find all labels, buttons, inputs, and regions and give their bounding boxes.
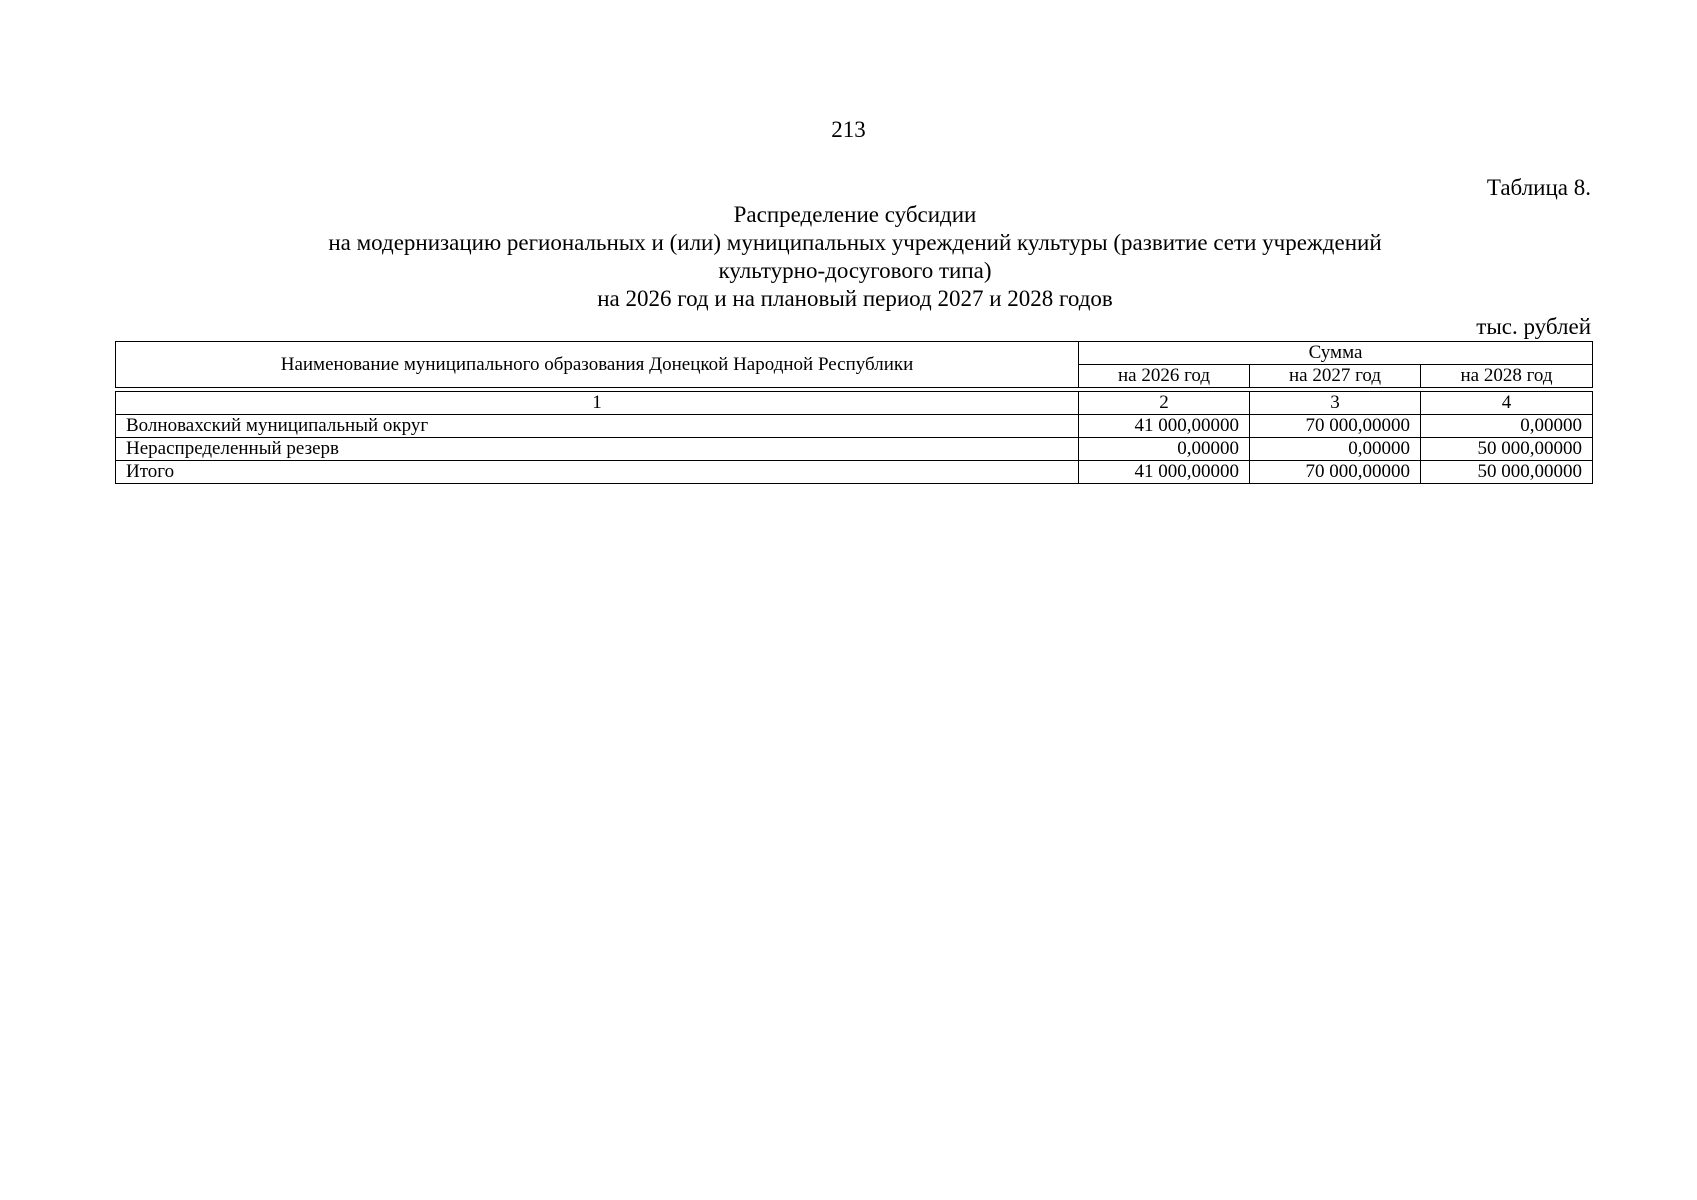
table-header bbox=[115, 341, 1593, 388]
header-year-2028: на 2028 год bbox=[1421, 365, 1593, 388]
title-line-1: Распределение субсидии bbox=[733, 202, 977, 227]
title-line-3: культурно-досугового типа) bbox=[718, 258, 992, 283]
header-sum-group: Сумма bbox=[1079, 342, 1593, 365]
column-number: 3 bbox=[1250, 392, 1421, 415]
units-label: тыс. рублей bbox=[1476, 314, 1591, 339]
page-number: 213 bbox=[831, 117, 866, 142]
row-value-2027: 0,00000 bbox=[1250, 438, 1421, 461]
header-name-column: Наименование муниципального образования Донецкой Народной Республики bbox=[116, 342, 1079, 388]
row-name: Волновахский муниципальный округ bbox=[116, 415, 1079, 438]
title-line-2: на модернизацию региональных и (или) муниципальных учреждений культуры (развитие сети учреждений bbox=[328, 230, 1382, 255]
row-name: Итого bbox=[116, 461, 1079, 484]
row-name: Нераспределенный резерв bbox=[116, 438, 1079, 461]
title-line-4: на 2026 год и на плановый период 2027 и 2028 годов bbox=[597, 286, 1113, 311]
column-number-row bbox=[116, 392, 1593, 415]
column-number: 2 bbox=[1079, 392, 1250, 415]
header-year-2027: на 2027 год bbox=[1250, 365, 1421, 388]
header-year-2026: на 2026 год bbox=[1079, 365, 1250, 388]
row-value-2027: 70 000,00000 bbox=[1250, 461, 1421, 484]
row-value-2028: 50 000,00000 bbox=[1421, 438, 1593, 461]
table-row bbox=[116, 415, 1593, 438]
row-value-2026: 41 000,00000 bbox=[1079, 415, 1250, 438]
row-value-2026: 41 000,00000 bbox=[1079, 461, 1250, 484]
row-value-2027: 70 000,00000 bbox=[1250, 415, 1421, 438]
row-value-2028: 50 000,00000 bbox=[1421, 461, 1593, 484]
total-row bbox=[116, 461, 1593, 484]
row-value-2026: 0,00000 bbox=[1079, 438, 1250, 461]
column-number: 1 bbox=[116, 392, 1079, 415]
row-value-2028: 0,00000 bbox=[1421, 415, 1593, 438]
column-number: 4 bbox=[1421, 392, 1593, 415]
document-title bbox=[270, 201, 1440, 313]
table-row bbox=[116, 438, 1593, 461]
data-table bbox=[115, 391, 1593, 484]
table-label: Таблица 8. bbox=[1486, 175, 1591, 200]
